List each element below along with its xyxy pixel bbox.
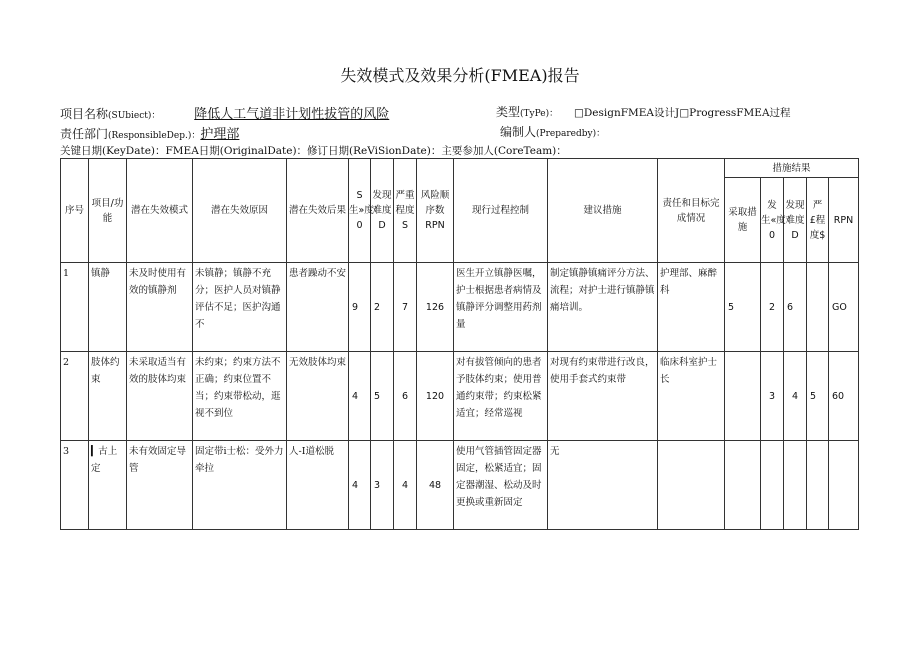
cell-mode: 未有效固定导管 (127, 441, 193, 530)
table-row (61, 352, 859, 441)
cell-result-detection: 4 (784, 352, 807, 441)
cell-occurrence: 5 (371, 352, 394, 441)
dept-value: 护理部 (200, 127, 240, 142)
cell-rpn: 126 (417, 263, 454, 352)
cell-result-occurrence: 2 (761, 263, 784, 352)
project-value: 降低人工气道非计划性拔管的风险 (194, 107, 390, 122)
cell-detection: 4 (394, 441, 417, 530)
header-suggest: 建议措施 (548, 159, 658, 263)
type-label-en: (TyPe)： (520, 109, 559, 119)
header-results-group: 措施结果 (725, 159, 859, 178)
cell-suggest: 对现有约束带进行改良，使用手套式约束带 (548, 352, 658, 441)
cell-mode: 未及时使用有效的镇静剂 (127, 263, 193, 352)
cell-result-detection (784, 441, 807, 530)
cell-detection: 7 (394, 263, 417, 352)
cell-occurrence: 2 (371, 263, 394, 352)
cell-result-occurrence: 3 (761, 352, 784, 441)
cell-item: 镇静 (89, 263, 127, 352)
project-label-en: (SUbiect)： (108, 111, 161, 121)
cell-resp (658, 441, 725, 530)
header-action: 采取措施 (725, 178, 761, 263)
cell-control: 医生开立镇静医嘱，护士根据患者病情及镇静评分调整用药剂量 (454, 263, 548, 352)
cell-effect: 患者躁动不安 (287, 263, 349, 352)
cell-suggest: 制定镇静镇痛评分方法、流程；对护士进行镇静镇痛培训。 (548, 263, 658, 352)
cell-seq: 3 (61, 441, 89, 530)
header-detection: 严重程度S (394, 159, 417, 263)
header-result-detection: 发现难度D (784, 178, 807, 263)
cell-rpn: 48 (417, 441, 454, 530)
header-item: 项目/功能 (89, 159, 127, 263)
cell-result-detection: 6 (784, 263, 807, 352)
prepared-label-en: (Preparedby)： (536, 129, 606, 139)
dates-line: 关键日期(KeyDate)：FMEA日期(OriginalDate)：修订日期(ReViSionDate)：主要参加人(CoreTeam)： (60, 145, 567, 157)
table-row (61, 263, 859, 352)
prepared-line (500, 123, 605, 140)
type-options: □DesignFMEA设计J□ProgressFMEA过程 (573, 107, 791, 119)
header-occurrence: 发现难度D (371, 159, 394, 263)
header-result-severity: 严£程度$ (807, 178, 829, 263)
header-severity: S生»度0 (349, 159, 371, 263)
fmea-table (60, 158, 859, 530)
header-mode: 潜在失效模式 (127, 159, 193, 263)
type-line (496, 103, 791, 120)
header-control: 现行过程控制 (454, 159, 548, 263)
cell-resp: 护理部、麻醉科 (658, 263, 725, 352)
cell-mode: 未采取适当有效的肢体均束 (127, 352, 193, 441)
cell-occurrence: 3 (371, 441, 394, 530)
cell-suggest: 无 (548, 441, 658, 530)
cell-cause: 未约束；约束方法不正确；约束位置不当；约束带松动，逛视不到位 (193, 352, 287, 441)
type-label: 类型 (496, 105, 521, 119)
header-result-rpn: RPN (829, 178, 859, 263)
cell-severity: 4 (349, 352, 371, 441)
table-row (61, 441, 859, 530)
dept-line (60, 123, 239, 142)
header-cause: 潜在失效原因 (193, 159, 287, 263)
cell-resp: 临床科室护士长 (658, 352, 725, 441)
cell-cause: 未镇静；镇静不充分；医护人员对镇静评估不足；医护沟通不 (193, 263, 287, 352)
cell-severity: 9 (349, 263, 371, 352)
cell-control: 对有拔管倾向的患者予肢体约束；使用普通约束带；约束松紧适宜；经常巡视 (454, 352, 548, 441)
cell-result-severity: 5 (807, 352, 829, 441)
header-resp: 责任和目标完成情况 (658, 159, 725, 263)
cell-item: ▎古上定 (89, 441, 127, 530)
project-line (60, 103, 389, 122)
cell-result-rpn (829, 441, 859, 530)
header-effect: 潜在失效后果 (287, 159, 349, 263)
cell-item: 肢体约束 (89, 352, 127, 441)
cell-result-occurrence (761, 441, 784, 530)
cell-result-severity (807, 441, 829, 530)
report-title: 失效模式及效果分析(FMEA)报告 (340, 66, 580, 85)
header-seq: 序号 (61, 159, 89, 263)
cell-control: 使用气管插管固定器固定，松紧适宜；固定器潮湿、松动及时更换或重新固定 (454, 441, 548, 530)
cell-detection: 6 (394, 352, 417, 441)
prepared-label: 编制人 (500, 125, 537, 139)
cell-action (725, 352, 761, 441)
cell-seq: 2 (61, 352, 89, 441)
cell-effect: 无效肢体均束 (287, 352, 349, 441)
dept-label: 责任部门 (60, 127, 109, 141)
cell-seq: 1 (61, 263, 89, 352)
cell-cause: 固定带i士松：受外力牵拉 (193, 441, 287, 530)
header-result-occurrence: 发生«度0 (761, 178, 784, 263)
cell-action: 5 (725, 263, 761, 352)
cell-effect: 人-I道松脱 (287, 441, 349, 530)
cell-result-rpn: GO (829, 263, 859, 352)
cell-result-rpn: 60 (829, 352, 859, 441)
header-rpn: 风险顺序数RPN (417, 159, 454, 263)
cell-severity: 4 (349, 441, 371, 530)
dept-label-en: (ResponsibleDep.)： (108, 131, 201, 141)
project-label: 项目名称 (60, 107, 109, 121)
cell-rpn: 120 (417, 352, 454, 441)
cell-action (725, 441, 761, 530)
cell-result-severity (807, 263, 829, 352)
